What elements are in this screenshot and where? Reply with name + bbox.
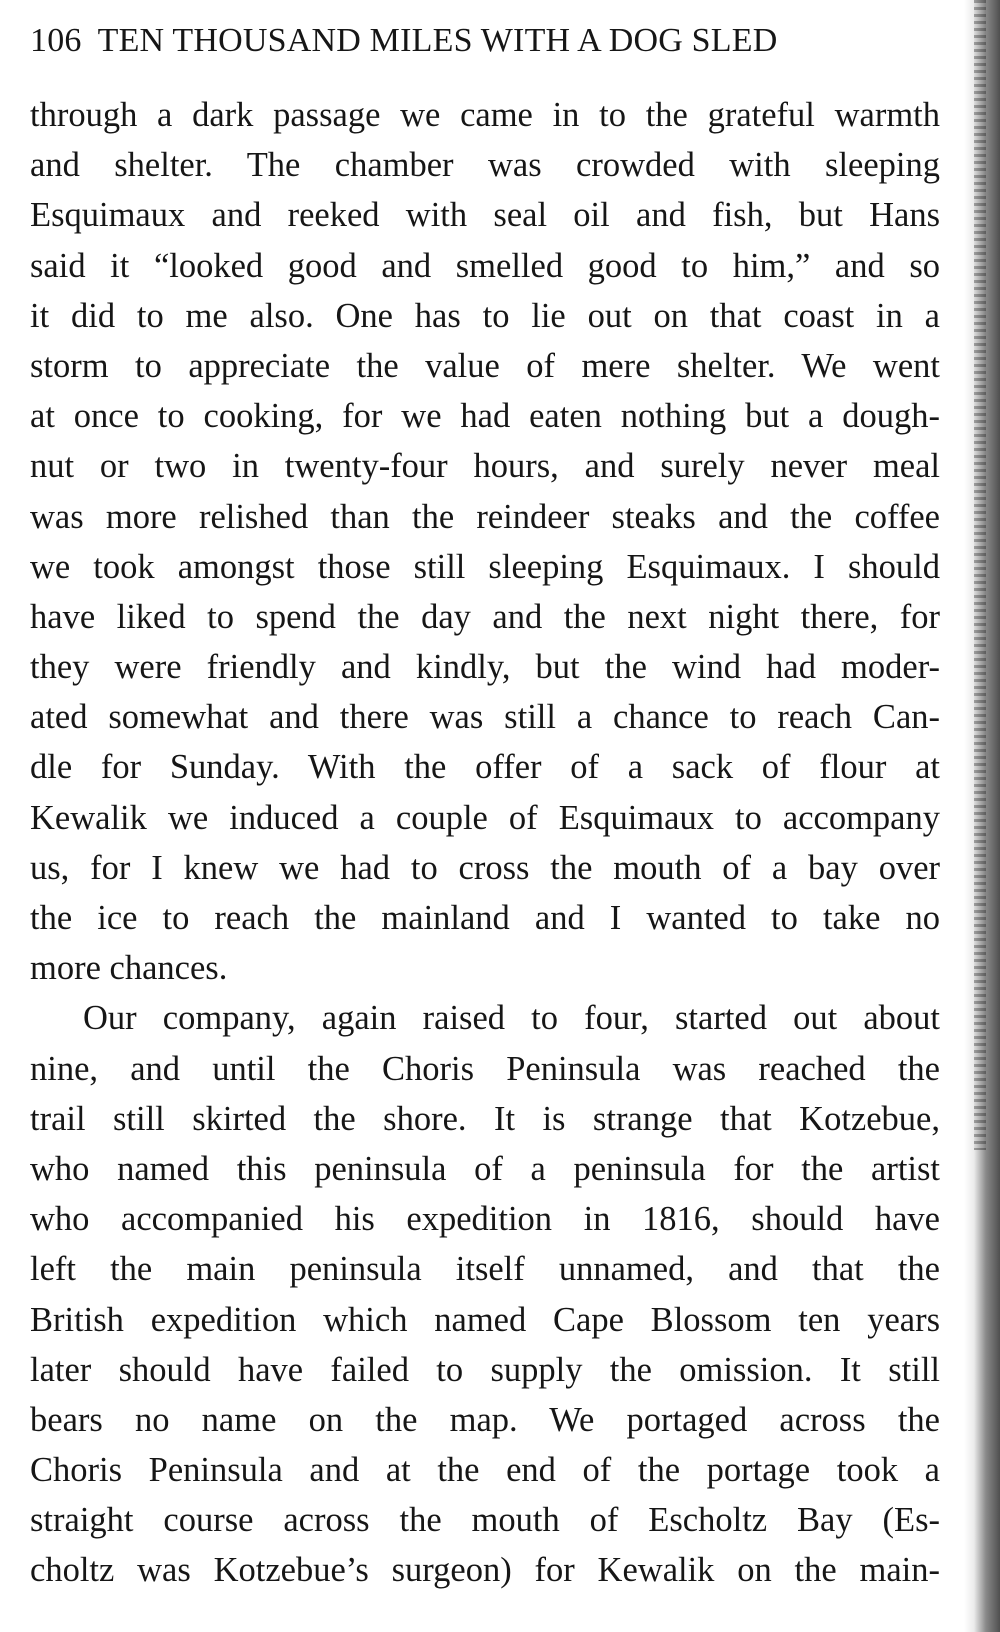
text-line: said it “looked good and smelled good to him,” and so [30, 246, 940, 285]
page-number: 106 [30, 22, 82, 59]
text-line: they were friendly and kindly, but the wind had moder- [30, 648, 940, 687]
text-line: at once to cooking, for we had eaten nothing but a dough- [30, 397, 940, 436]
text-line: it did to me also. One has to lie out on that coast in a [30, 296, 940, 335]
text-line: bears no name on the map. We portaged across the [30, 1400, 940, 1439]
text-line: the ice to reach the mainland and I wanted to take no [30, 899, 940, 937]
text-line: British expedition which named Cape Blossom ten years [30, 1300, 940, 1339]
text-line: we took amongst those still sleeping Esquimaux. I should [30, 547, 940, 586]
text-line: dle for Sunday. With the offer of a sack of flour at [30, 748, 940, 787]
running-head [30, 18, 945, 64]
text-line: have liked to spend the day and the next night there, for [30, 597, 940, 636]
text-line: through a dark passage we came in to the grateful warmth [30, 96, 940, 134]
text-line: Choris Peninsula and at the end of the portage took a [30, 1451, 940, 1490]
text-line: nut or two in twenty-four hours, and surely never meal [30, 447, 940, 486]
text-line: trail still skirted the shore. It is strange that Kotzebue, [30, 1099, 940, 1138]
text-line: was more relished than the reindeer steaks and the coffee [30, 497, 940, 536]
book-title: TEN THOUSAND MILES WITH A DOG SLED [97, 22, 778, 59]
paragraph-start-line: Our company, again raised to four, started out about [83, 999, 940, 1038]
paragraph-end-line: more chances. [30, 949, 228, 988]
text-line: nine, and until the Choris Peninsula was reached the [30, 1049, 940, 1088]
scan-edge-noise [974, 0, 986, 1150]
text-line: ated somewhat and there was still a chance to reach Can- [30, 698, 940, 737]
text-line: us, for I knew we had to cross the mouth of a bay over [30, 848, 940, 887]
text-line: later should have failed to supply the omission. It still [30, 1350, 940, 1389]
text-line: left the main peninsula itself unnamed, and that the [30, 1250, 940, 1289]
text-line: Kewalik we induced a couple of Esquimaux to accompany [30, 798, 940, 837]
text-line: who named this peninsula of a peninsula for the artist [30, 1149, 940, 1188]
text-line: choltz was Kotzebue’s surgeon) for Kewalik on the main- [30, 1551, 940, 1590]
text-line: who accompanied his expedition in 1816, should have [30, 1200, 940, 1239]
text-line: straight course across the mouth of Escholtz Bay (Es- [30, 1501, 940, 1540]
text-line: and shelter. The chamber was crowded with sleeping [30, 146, 940, 185]
text-line: Esquimaux and reeked with seal oil and fish, but Hans [30, 196, 940, 235]
body-text [30, 90, 940, 1596]
text-line: storm to appreciate the value of mere shelter. We went [30, 346, 940, 385]
